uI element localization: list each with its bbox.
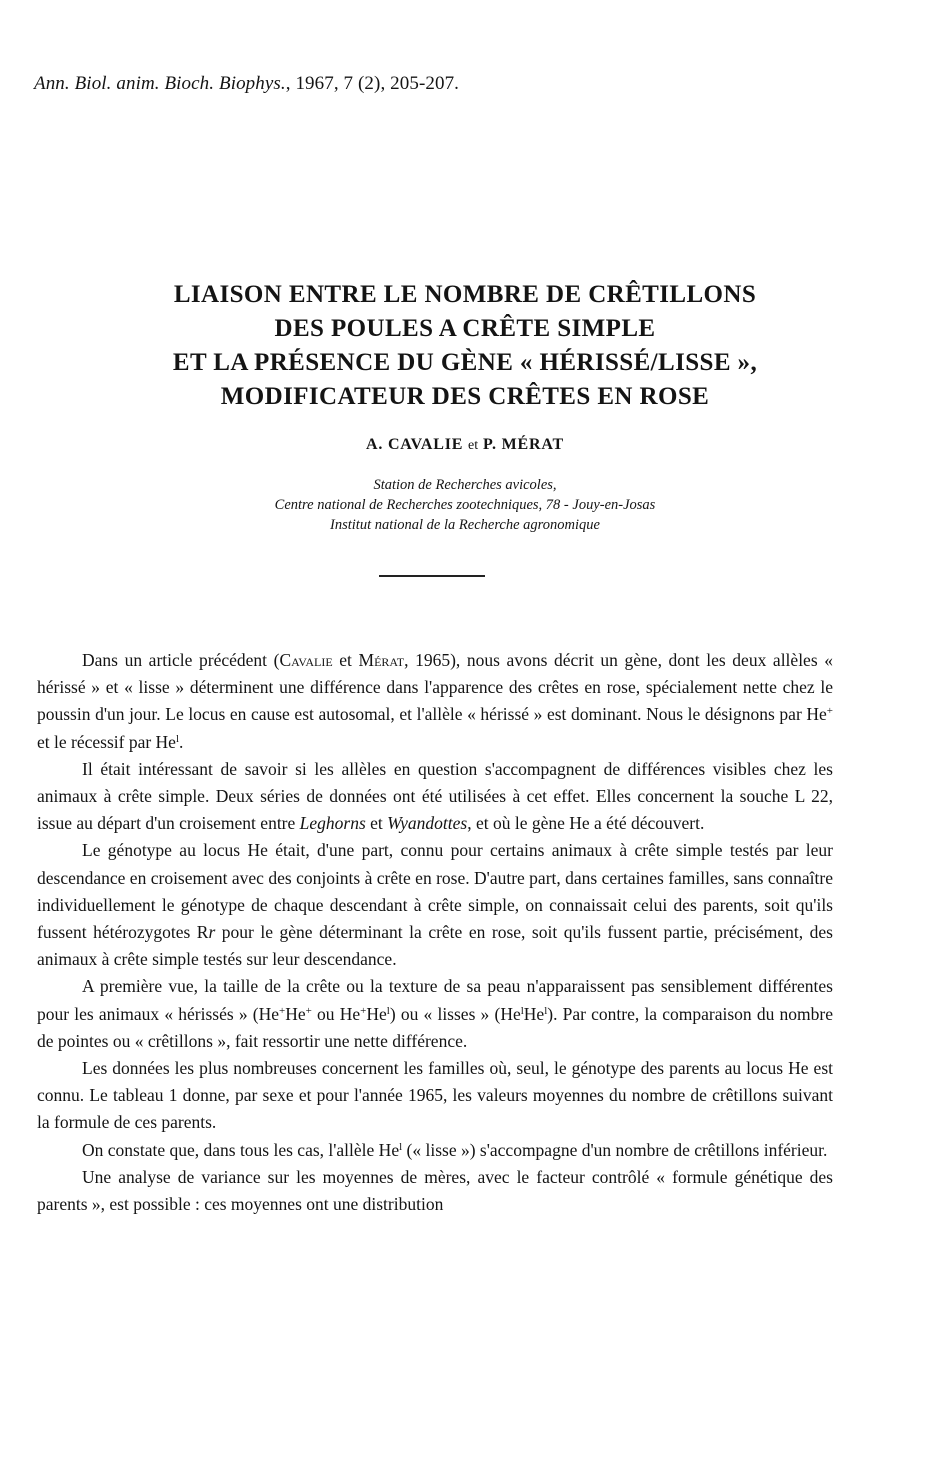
allele-superscript: l xyxy=(520,1004,524,1017)
cited-author: Cavalie xyxy=(279,650,333,670)
text-run: pour le gène déterminant la crête en rose, soit qu'ils fussent partie, précisément, des animaux à crête simple testés sur leur descendance. xyxy=(37,922,833,970)
paragraph-6 xyxy=(37,1137,833,1164)
paragraph-5: Les données les plus nombreuses concernent les familles où, seul, le génotype des parents au locus He est connu. Le tableau 1 donne, par sexe et pour l'année 1965, les valeurs moyennes du nombre de crêtillons suivant la formule de ces parents. xyxy=(37,1058,833,1133)
title-line: LIAISON ENTRE LE NOMBRE DE CRÊTILLONS xyxy=(173,281,757,308)
breed-name: Wyandottes xyxy=(387,813,468,834)
text-run: . xyxy=(179,731,184,752)
allele-superscript: l xyxy=(386,1004,390,1017)
text-run: , et où le gène He a été découvert. xyxy=(467,813,705,834)
separator-rule xyxy=(379,575,485,577)
paragraph-7: Une analyse de variance sur les moyennes de mères, avec le facteur contrôlé « formule génétique des parents », est possible : ces moyennes ont une distribution xyxy=(37,1166,833,1215)
article-body xyxy=(37,647,833,1218)
text-run: He xyxy=(523,1003,545,1024)
paragraph-2 xyxy=(37,756,833,838)
allele-superscript: + xyxy=(360,1004,367,1017)
text-run: A première vue, la taille de la crête ou la texture de sa peau n'apparaissent pas sensiblement différentes pour les animaux « hérissés » (He xyxy=(37,976,833,1024)
affiliation xyxy=(0,475,930,535)
journal-name: Ann. Biol. anim. Bioch. Biophys. xyxy=(34,73,286,94)
citation-details: , 1967, 7 (2), 205-207. xyxy=(285,73,460,94)
paragraph-3 xyxy=(37,837,833,973)
text-run: (« lisse ») s'accompagne d'un nombre de crêtillons inférieur. xyxy=(402,1139,828,1160)
paragraph-1 xyxy=(37,647,833,756)
allele-superscript: l xyxy=(175,732,180,745)
text-run: On constate que, dans tous les cas, l'allèle He xyxy=(82,1139,400,1160)
text-run: Il était intéressant de savoir si les allèles en question s'accompagnent de différences visibles chez les animaux à crête simple. Deux séries de données ont été utilisées à cet effet. Elles concernent la souche L 22, issue au départ d'un croisement entre xyxy=(37,758,833,834)
cited-author: Mérat xyxy=(358,650,405,670)
text-run: ) ou « lisses » (He xyxy=(389,1003,521,1024)
title-line: MODIFICATEUR DES CRÊTES EN ROSE xyxy=(220,383,710,410)
breed-name: Leghorns xyxy=(299,813,366,834)
text-run: et le récessif par He xyxy=(37,731,176,752)
affiliation-line: Institut national de la Recherche agronomique xyxy=(330,517,600,533)
affiliation-line: Station de Recherches avicoles, xyxy=(373,477,557,493)
paragraph-4 xyxy=(37,973,833,1055)
text-run: ). Par contre, la comparaison du nombre de pointes ou « crêtillons », fait ressortir une nette différence. xyxy=(37,1003,833,1051)
allele-superscript: + xyxy=(279,1004,286,1017)
author-line xyxy=(0,436,930,454)
text-run: Dans un article précédent ( xyxy=(82,650,280,670)
text-run: He xyxy=(285,1003,306,1024)
article-title xyxy=(60,278,870,414)
title-line: ET LA PRÉSENCE DU GÈNE « HÉRISSÉ/LISSE », xyxy=(172,349,758,376)
allele-superscript: + xyxy=(826,705,833,718)
text-run: et xyxy=(332,650,359,670)
journal-citation xyxy=(34,73,459,95)
author-1: A. CAVALIE xyxy=(365,436,464,453)
allele-superscript: l xyxy=(399,1140,403,1153)
affiliation-line: Centre national de Recherches zootechniques, 78 - Jouy-en-Josas xyxy=(274,497,656,513)
author-2: P. MÉRAT xyxy=(482,436,565,453)
allele-superscript: l xyxy=(544,1004,548,1017)
text-run: He xyxy=(366,1003,387,1024)
text-run: et xyxy=(365,813,388,834)
text-run: , 1965), nous avons décrit un gène, dont les deux allèles « hérissé » et « lisse » déterminent une différence dans l'apparence des crêtes en rose, spécialement nette chez le poussin d'un jour. Le locus en cause est autosomal, et l'allèle « hérissé » est dominant. Nous le désignons par He xyxy=(37,650,833,725)
allele-italic: r xyxy=(208,922,216,943)
text-run: ou He xyxy=(311,1003,361,1024)
text-run: Le génotype au locus He était, d'une part, connu pour certains animaux à crête simple testés par leur descendance en croisement avec des conjoints à crête en rose. D'autre part, dans certaines familles, sans connaître individuellement le génotype de chaque descendant à crête simple, on connaissait celui des parents, soit qu'ils fussent hétérozygotes R xyxy=(37,840,833,943)
allele-superscript: + xyxy=(305,1004,312,1017)
title-line: DES POULES A CRÊTE SIMPLE xyxy=(274,315,656,342)
author-conjunction: et xyxy=(468,438,479,453)
